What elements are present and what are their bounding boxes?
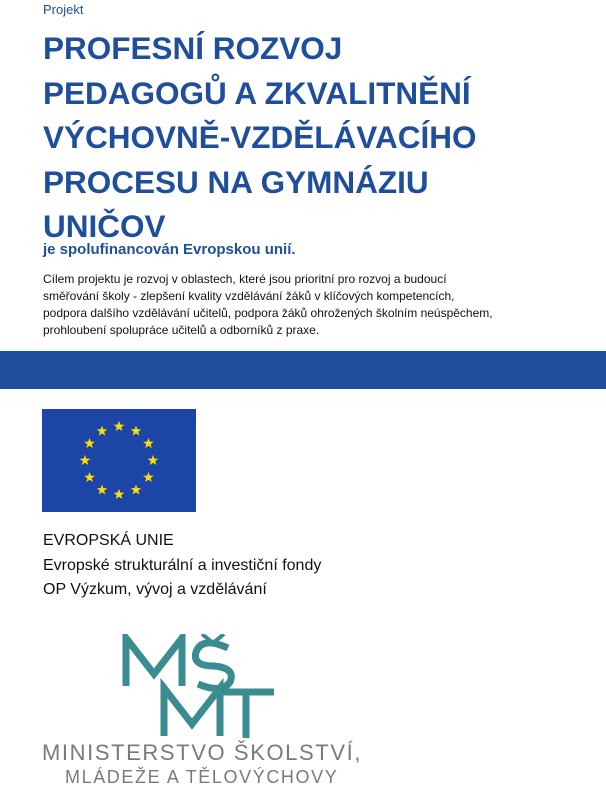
project-description — [43, 271, 583, 339]
project-title — [43, 26, 563, 249]
logo-letter-m2 — [164, 688, 220, 736]
ministry-name-line1: MINISTERSTVO ŠKOLSTVÍ, — [42, 740, 363, 765]
title-line: VÝCHOVNĚ-VZDĚLÁVACÍHO — [43, 119, 477, 155]
eu-name: EVROPSKÁ UNIE — [43, 532, 174, 549]
description-line: prohloubení spolupráce učitelů a odborníků z praxe. — [43, 323, 320, 337]
logo-letter-s — [195, 643, 231, 689]
eu-programme: OP Výzkum, vývoj a vzdělávání — [43, 581, 267, 598]
logo-letter-t — [216, 692, 274, 738]
funding-subtitle: je spolufinancován Evropskou unií. — [43, 241, 296, 258]
msmt-logo-icon — [118, 634, 278, 740]
eu-flag-icon — [42, 409, 196, 512]
description-line: směřování školy - zlepšení kvality vzdělávání žáků v klíčových kompetencích, — [43, 289, 455, 303]
title-line: PROFESNÍ ROZVOJ — [43, 30, 343, 66]
project-label: Projekt — [43, 2, 84, 17]
blue-band — [0, 351, 606, 389]
ministry-name-line2: MLÁDEŽE A TĚLOVÝCHOVY — [65, 767, 339, 787]
description-line: Cílem projektu je rozvoj v oblastech, které jsou prioritní pro rozvoj a budoucí — [43, 272, 447, 286]
title-line: PROCESU NA GYMNÁZIU — [43, 163, 429, 200]
description-line: podpora dalšího vzdělávání učitelů, podpora žáků ohrožených školním neúspěchem, — [43, 306, 493, 320]
eu-funds: Evropské strukturální a investiční fondy — [43, 556, 322, 574]
eu-info — [43, 529, 321, 603]
title-line: UNIČOV — [43, 208, 166, 244]
logo-letter-m — [126, 638, 182, 686]
ministry-name — [42, 741, 362, 789]
title-line: PEDAGOGŮ A ZKVALITNĚNÍ — [43, 74, 471, 111]
